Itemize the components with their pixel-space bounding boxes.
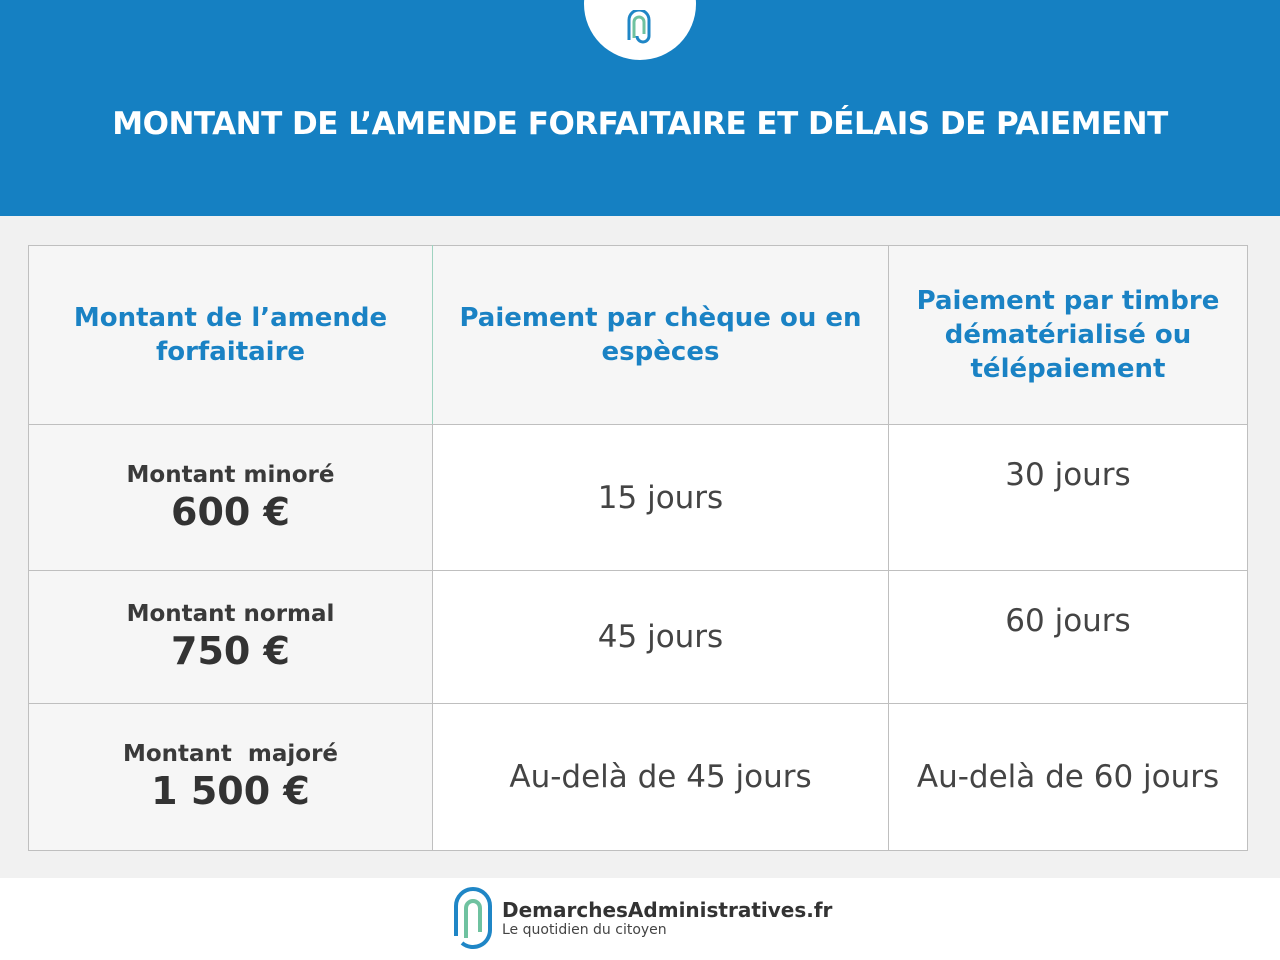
page-title: MONTANT DE L’AMENDE FORFAITAIRE ET DÉLAIS DE PAIEMENT [112,106,1168,142]
row-amount: 1 500 € [151,769,310,813]
table-row [29,704,1248,851]
cheque-delay: 15 jours [433,425,889,571]
timbre-delay: 60 jours [889,571,1248,704]
brand-name: DemarchesAdministratives.fr [502,898,833,922]
column-header-amount: Montant de l’amende forfaitaire [29,246,433,425]
timbre-delay: Au-delà de 60 jours [889,704,1248,851]
row-amount: 600 € [171,489,290,534]
row-label: Montant normal [126,601,335,627]
row-amount: 750 € [171,629,290,673]
footer-brand [450,886,832,950]
column-header-timbre: Paiement par timbre dématérialisé ou télépaiement [889,246,1248,425]
brand-tagline: Le quotidien du citoyen [502,922,667,938]
paperclip-logo-icon [450,886,496,950]
header-banner [0,0,1280,216]
cheque-delay: 45 jours [433,571,889,704]
timbre-delay: 30 jours [889,425,1248,571]
column-header-cheque: Paiement par chèque ou en espèces [433,246,889,425]
logo-badge [584,0,696,60]
table-row [29,571,1248,704]
fines-table [28,245,1248,851]
paperclip-logo-icon [624,10,654,46]
table-row [29,425,1248,571]
row-label: Montant majoré [122,741,339,767]
table-header-row [29,246,1248,425]
cheque-delay: Au-delà de 45 jours [433,704,889,851]
row-label: Montant minoré [126,461,335,488]
